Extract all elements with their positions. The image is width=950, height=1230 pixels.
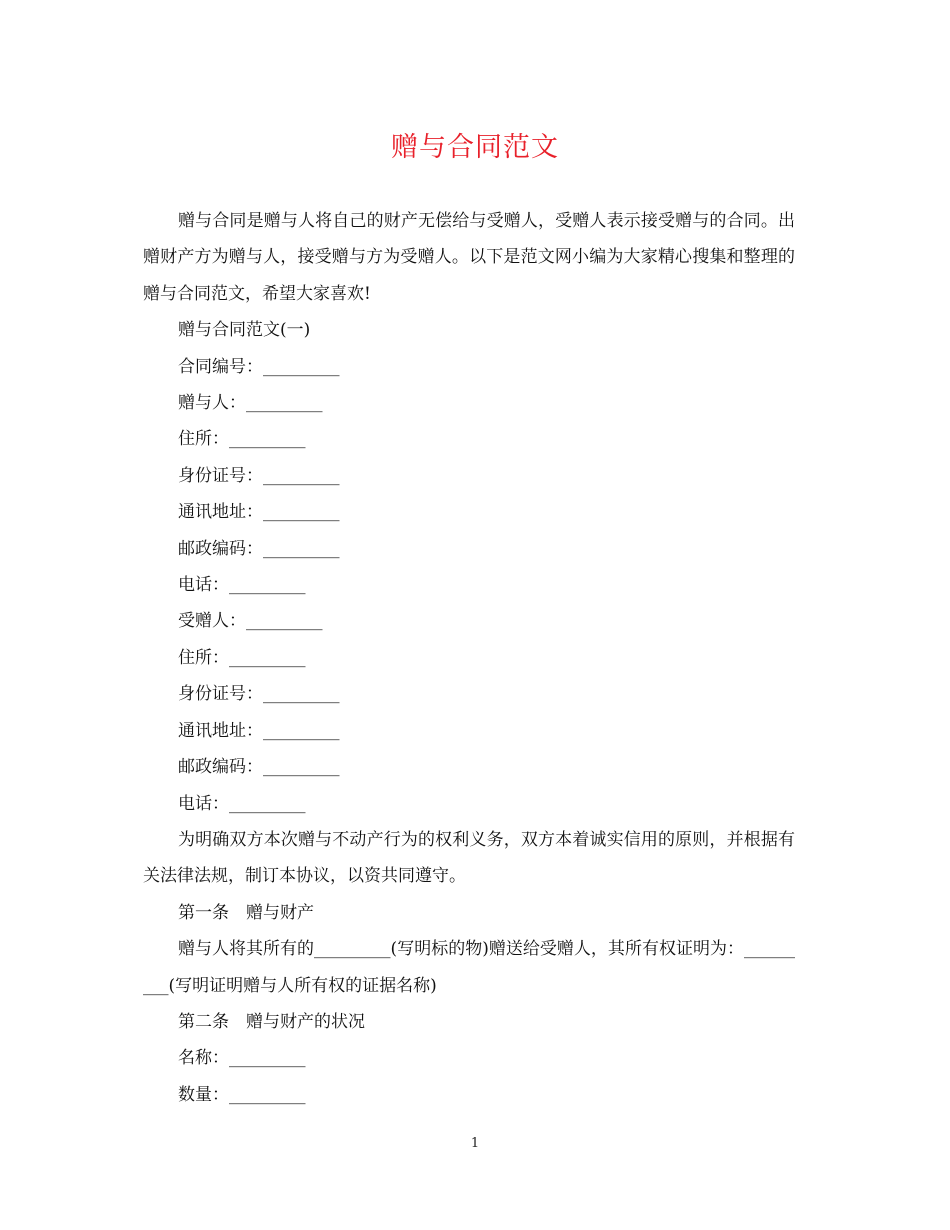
field-contract-number: 合同编号：_________ <box>178 356 340 377</box>
field-donor-mailing-address: 通讯地址：_________ <box>178 502 340 523</box>
field-donor-phone: 电话：_________ <box>178 575 306 596</box>
field-donee-address: 住所：_________ <box>178 647 306 668</box>
field-property-name: 名称：_________ <box>178 1048 306 1069</box>
field-donor-postal-code: 邮政编码：_________ <box>178 538 340 559</box>
field-property-quantity: 数量：_________ <box>178 1084 306 1105</box>
field-donee-mailing-address: 通讯地址：_________ <box>178 720 340 741</box>
page-number: 1 <box>470 1136 480 1151</box>
document-body <box>143 203 795 1113</box>
field-donee: 受赠人：_________ <box>178 611 323 632</box>
document-title: 赠与合同范文 <box>391 132 559 163</box>
section-heading-contract-sample: 赠与合同范文(一) <box>178 320 311 341</box>
field-donee-id-number: 身份证号：_________ <box>178 684 340 705</box>
article-1-paragraph: 赠与人将其所有的_________(写明标的物)赠送给受赠人，其所有权证明为：_________(写明证明赠与人所有权的证据名称) <box>143 939 795 996</box>
article-1-heading: 第一条 赠与财产 <box>178 902 314 923</box>
field-donee-phone: 电话：_________ <box>178 793 306 814</box>
intro-paragraph: 赠与合同是赠与人将自己的财产无偿给与受赠人，受赠人表示接受赠与的合同。出赠财产方为赠与人，接受赠与方为受赠人。以下是范文网小编为大家精心搜集和整理的赠与合同范文，希望大家喜欢! <box>143 211 795 304</box>
field-donor-id-number: 身份证号：_________ <box>178 465 340 486</box>
field-donee-postal-code: 邮政编码：_________ <box>178 757 340 778</box>
field-donor: 赠与人：_________ <box>178 393 323 414</box>
purpose-paragraph: 为明确双方本次赠与不动产行为的权利义务，双方本着诚实信用的原则，并根据有关法律法规，制订本协议，以资共同遵守。 <box>143 829 795 887</box>
article-2-heading: 第二条 赠与财产的状况 <box>178 1011 365 1032</box>
field-donor-address: 住所：_________ <box>178 429 306 450</box>
